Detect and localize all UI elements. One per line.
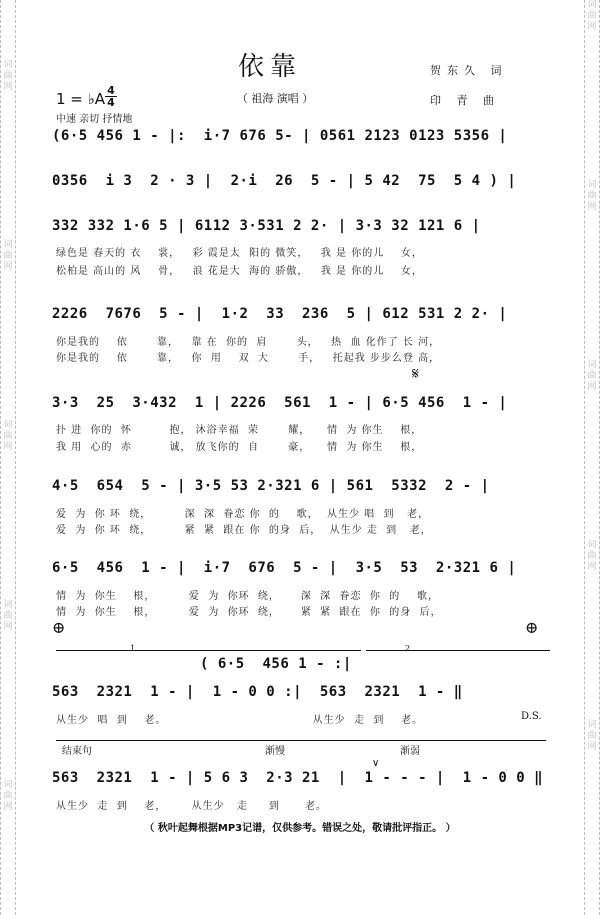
lyric-line-10: 情 为 你生 根， 爱 为 你环 绕， 紧 紧 跟在 你 的身 后，	[56, 607, 442, 618]
song-subtitle: （ 祖海 演唱 ）	[236, 92, 314, 105]
notation-line-3: 332 332 1·6 5 | 6112 3·531 2 2· | 3·3 32 121 6 |	[52, 218, 481, 234]
notation-line-6: 4·5 654 5 - | 3·5 53 2·321 6 | 561 5332 2 - |	[52, 478, 490, 494]
watermark-right-4: 词曲网	[587, 540, 597, 572]
watermark-left-5: 词曲网	[3, 780, 13, 812]
key-signature: 1 = ♭A	[56, 90, 105, 108]
watermark-left-2: 词曲网	[3, 240, 13, 272]
song-title: 依靠	[237, 52, 302, 82]
lyric-line-1: 绿色是 春天的 衣 裳， 彩 霞是太 阳的 微笑， 我 是 你的儿 女，	[56, 248, 423, 259]
ending-label: 结束句	[62, 746, 92, 757]
watermark-left-4: 词曲网	[3, 600, 13, 632]
ending-bracket	[56, 740, 546, 741]
time-signature-top: 4	[107, 84, 115, 97]
right-margin	[584, 0, 600, 915]
volta-bracket-2	[366, 650, 550, 651]
coda-sign-right: ⊕	[525, 618, 539, 637]
lyric-line-8: 爱 为 你 环 绕， 紧 紧 跟在 你 的身 后， 从生少 走 到 老，	[56, 525, 432, 536]
lyric-line-5: 扑 进 你的 怀 抱， 沐浴幸福 荣 耀， 情 为 你生 根，	[56, 425, 423, 436]
ds-marking: D.S.	[521, 711, 542, 722]
time-signature	[105, 85, 117, 108]
lyric-line-11: 从生少 唱 到 老。 从生少 走 到 老。	[56, 715, 424, 726]
notation-line-2: 0356 i 3 2 · 3 | 2·i 26 5 - | 5 42 75 5 4 ) |	[52, 173, 517, 189]
watermark-right-2: 词曲网	[587, 180, 597, 212]
lyricist-credit: 贺东久 词	[430, 64, 508, 77]
lyric-line-12: 从生少 走 到 老， 从生少 走 到 老。	[56, 801, 328, 812]
lyric-line-6: 我 用 心的 赤 诚， 放飞你的 自 豪， 情 为 你生 根，	[56, 442, 423, 453]
notation-line-10: 563 2321 1 - | 5 6 3 2·3 21 | 1 - - - | 1 - 0 0 ‖	[52, 770, 544, 786]
segno-sign: 𝄋	[412, 364, 419, 383]
notation-line-9: 563 2321 1 - | 1 - 0 0 :| 563 2321 1 - ‖	[52, 684, 463, 700]
time-signature-bottom: 4	[105, 96, 117, 108]
lyric-line-7: 爱 为 你 环 绕， 深 深 眷恋 你 的 歌， 从生少 唱 到 老，	[56, 509, 430, 520]
composer-credit: 印 青 曲	[430, 94, 500, 107]
volta-number-1: 1	[130, 644, 136, 653]
transcription-note: （ 秋叶起舞根据MP3记谱，仅供参考。错误之处，敬请批评指正。 ）	[144, 823, 456, 834]
watermark-left-1: 词曲网	[3, 60, 13, 92]
volta-number-2: 2	[405, 644, 411, 653]
watermark-left-3: 词曲网	[3, 420, 13, 452]
notation-line-5: 3·3 25 3·432 1 | 2226 561 1 - | 6·5 456 1 - |	[52, 395, 508, 411]
notation-line-7: 6·5 456 1 - | i·7 676 5 - | 3·5 53 2·321 6 |	[52, 560, 517, 576]
coda-sign-left: ⊕	[52, 618, 66, 637]
diminuendo-marking: 渐弱	[400, 746, 420, 757]
lyric-line-3: 你是我的 依 靠， 靠 在 你的 肩 头， 热 血 化作了 长 河，	[56, 337, 441, 348]
lyric-line-9: 情 为 你生 根， 爱 为 你环 绕， 深 深 眷恋 你 的 歌，	[56, 591, 439, 602]
notation-line-4: 2226 7676 5 - | 1·2 33 236 5 | 612 531 2 2· |	[52, 306, 508, 322]
notation-line-1: (6·5 456 1 - |: i·7 676 5- | 0561 2123 0123 5356 |	[52, 128, 508, 144]
watermark-right-3: 词曲网	[587, 360, 597, 392]
lyric-line-4: 你是我的 依 靠， 你 用 双 大 手， 托起我 步步么登 高，	[56, 353, 441, 364]
breath-mark: ∨	[372, 758, 380, 769]
notation-line-8: ( 6·5 456 1 - :|	[200, 656, 352, 672]
watermark-right-5: 词曲网	[587, 720, 597, 752]
volta-bracket-1	[56, 650, 361, 651]
watermark-right-1: 词曲网	[587, 0, 597, 32]
ritardando-marking: 渐慢	[265, 746, 285, 757]
tempo-marking: 中速 亲切 抒情地	[56, 114, 133, 125]
left-margin	[0, 0, 16, 915]
lyric-line-2: 松柏是 高山的 风 骨， 浪 花是大 海的 骄傲， 我 是 你的儿 女，	[56, 266, 423, 277]
